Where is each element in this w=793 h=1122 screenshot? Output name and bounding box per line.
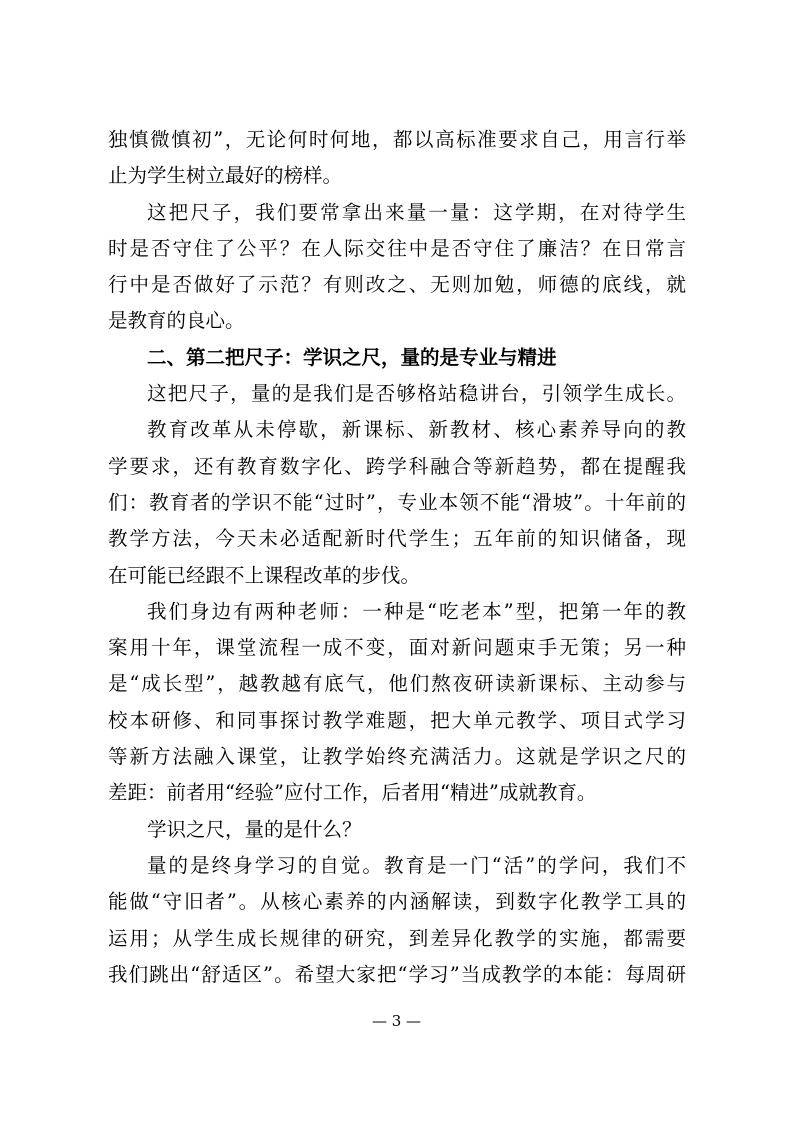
text-line: 学要求，还有教育数字化、跨学科融合等新趋势，都在提醒我 — [108, 454, 686, 478]
text-line: 能做“守旧者”。从核心素养的内涵解读，到数字化教学工具的 — [108, 890, 686, 914]
text-line: 运用；从学生成长规律的研究，到差异化教学的实施，都需要 — [108, 926, 686, 950]
text-line: 教学方法，今天未必适配新时代学生；五年前的知识储备，现 — [108, 527, 686, 551]
text-line: 们：教育者的学识不能“过时”，专业本领不能“滑坡”。十年前的 — [108, 490, 686, 514]
text-line: 案用十年，课堂流程一成不变，面对新问题束手无策；另一种 — [108, 636, 686, 660]
paragraph-start-line: 我们身边有两种老师：一种是“吃老本”型，把第一年的教 — [147, 599, 686, 623]
paragraph-start-line: 这把尺子，我们要常拿出来量一量：这学期，在对待学生 — [147, 200, 686, 224]
document-body — [108, 122, 686, 993]
text-line: 是教育的良心。 — [108, 309, 245, 333]
paragraph-start-line: 这把尺子，量的是我们是否够格站稳讲台，引领学生成长。 — [147, 382, 686, 406]
paragraph-start-line: 量的是终身学习的自觉。教育是一门“活”的学问，我们不 — [147, 853, 686, 877]
text-line: 我们跳出“舒适区”。希望大家把“学习”当成教学的本能：每周研 — [108, 962, 686, 986]
text-line: 独慎微慎初”，无论何时何地，都以高标准要求自己，用言行举 — [108, 128, 686, 151]
text-line: 等新方法融入课堂，让教学始终充满活力。这就是学识之尺的 — [108, 745, 686, 769]
text-line: 时是否守住了公平？在人际交往中是否守住了廉洁？在日常言 — [108, 236, 686, 260]
section-heading: 二、第二把尺子：学识之尺，量的是专业与精进 — [147, 345, 557, 369]
paragraph-start-line: 教育改革从未停歇，新课标、新教材、核心素养导向的教 — [147, 418, 686, 442]
text-line: 差距：前者用“经验”应付工作，后者用“精进”成就教育。 — [108, 781, 597, 805]
text-line: 行中是否做好了示范？有则改之、无则加勉，师德的底线，就 — [108, 273, 686, 297]
text-line: 校本研修、和同事探讨教学难题，把大单元教学、项目式学习 — [108, 708, 686, 732]
page-number: — 3 — — [371, 1012, 422, 1030]
text-line: 在可能已经跟不上课程改革的步伐。 — [108, 563, 421, 587]
text-line: 止为学生树立最好的榜样。 — [108, 164, 343, 188]
text-line: 是“成长型”，越教越有底气，他们熬夜研读新课标、主动参与 — [108, 672, 686, 696]
paragraph-start-line: 学识之尺，量的是什么？ — [147, 817, 362, 841]
